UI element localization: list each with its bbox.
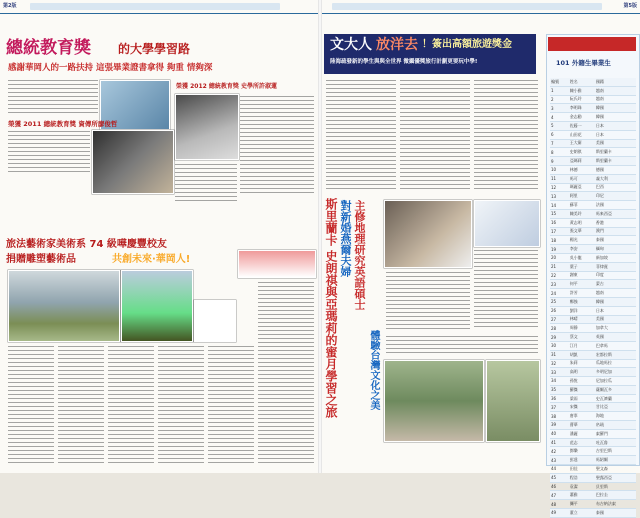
table-cell: 瑪麗亞 xyxy=(569,183,595,192)
table-cell: 19 xyxy=(550,245,569,254)
award-label-2011: 榮獲 2011 總統教育獎 資傳所廖俊哲 xyxy=(8,120,118,128)
table-cell: 斯里蘭卡 xyxy=(595,148,636,157)
vertical-headline-c: 主修地理研究英語碩士 xyxy=(353,200,366,310)
table-row xyxy=(550,297,636,306)
table-cell: 唐寧 xyxy=(569,412,595,421)
table-row xyxy=(550,86,636,95)
group-photo xyxy=(384,360,484,442)
table-row xyxy=(550,95,636,104)
table-cell: 鄭強 xyxy=(569,297,595,306)
article-text xyxy=(474,80,538,190)
wheelchair-photo xyxy=(92,130,174,194)
table-cell: 馬可 xyxy=(569,174,595,183)
sub-headline: 感謝華岡人的一路扶持 這張畢業證書拿得 夠重 情夠深 xyxy=(8,63,213,73)
table-cell: 33 xyxy=(550,368,569,377)
graduate-table xyxy=(550,78,636,518)
table-cell: 王大衛 xyxy=(569,139,595,148)
table-row xyxy=(550,130,636,139)
table-row xyxy=(550,429,636,438)
outdoor-photo xyxy=(486,360,540,442)
table-row xyxy=(550,236,636,245)
table-row xyxy=(550,368,636,377)
table-row xyxy=(550,333,636,342)
bottom-headline: 旅法藝術家美術系 74 級嘩慶豐校友 xyxy=(6,239,167,250)
table-row xyxy=(550,209,636,218)
table-cell: 聖文森 xyxy=(595,465,636,474)
table-row xyxy=(550,139,636,148)
table-cell: 馬紹爾 xyxy=(595,456,636,465)
table-row xyxy=(550,341,636,350)
table-row xyxy=(550,201,636,210)
table-cell: 38 xyxy=(550,412,569,421)
sidebar-title: 101 外籍生畢業生 xyxy=(556,59,611,67)
table-row xyxy=(550,121,636,130)
banner-title-a: 文大人 xyxy=(330,37,372,53)
left-header-band xyxy=(30,3,280,10)
table-cell: 何平 xyxy=(569,280,595,289)
banner-title-b: 放洋去 xyxy=(376,37,418,53)
table-cell: 羅傑 xyxy=(569,385,595,394)
table-row xyxy=(550,482,636,491)
table-cell: 林德 xyxy=(569,165,595,174)
table-row xyxy=(550,473,636,482)
table-cell: 新加坡 xyxy=(595,253,636,262)
table-cell: 巴拿馬 xyxy=(595,341,636,350)
table-cell: 25 xyxy=(550,297,569,306)
table-row xyxy=(550,218,636,227)
right-header-band xyxy=(332,3,602,10)
portrait-photo-1 xyxy=(175,94,239,160)
table-cell: 27 xyxy=(550,315,569,324)
table-cell: 許芳 xyxy=(569,289,595,298)
article-text xyxy=(240,96,314,196)
table-row xyxy=(550,289,636,298)
table-cell: 40 xyxy=(550,429,569,438)
table-cell: 10 xyxy=(550,165,569,174)
bottom-headline-slogan: 共創未來·華岡人! xyxy=(112,254,191,265)
table-cell: 韓國 xyxy=(595,297,636,306)
notice-box xyxy=(238,250,316,278)
table-cell: 13 xyxy=(550,192,569,201)
award-label-2012: 榮獲 2012 總統教育獎 史學所許淑蓮 xyxy=(176,83,277,90)
table-cell: 16 xyxy=(550,218,569,227)
table-cell: 48 xyxy=(550,500,569,509)
table-cell: 日本 xyxy=(595,306,636,315)
table-cell: 馬來西亞 xyxy=(595,209,636,218)
header-cell: 姓名 xyxy=(569,78,595,86)
table-row xyxy=(550,183,636,192)
right-page-number: 第5版 xyxy=(623,3,637,9)
table-row xyxy=(550,306,636,315)
table-cell: 蘇菲 xyxy=(569,201,595,210)
table-cell: 39 xyxy=(550,421,569,430)
table-cell: 8 xyxy=(550,148,569,157)
table-header-row xyxy=(550,78,636,86)
table-cell: 韓國 xyxy=(595,113,636,122)
table-cell: 18 xyxy=(550,236,569,245)
left-page-header xyxy=(0,0,318,14)
table-cell: 斯里蘭卡 xyxy=(595,157,636,166)
table-row xyxy=(550,421,636,430)
table-cell: 聖露西亞 xyxy=(595,473,636,482)
table-cell: 巴拉圭 xyxy=(595,491,636,500)
table-cell: 德國 xyxy=(595,165,636,174)
table-cell: 英國 xyxy=(595,333,636,342)
table-row xyxy=(550,157,636,166)
screen-photo xyxy=(474,200,540,247)
table-cell: 11 xyxy=(550,174,569,183)
table-cell: 1 xyxy=(550,86,569,95)
table-cell: 43 xyxy=(550,456,569,465)
table-row xyxy=(550,403,636,412)
table-cell: 李安 xyxy=(569,245,595,254)
table-cell: 彭達 xyxy=(569,456,595,465)
table-cell: 史瓦濟蘭 xyxy=(595,394,636,403)
table-cell: 孫悅 xyxy=(569,377,595,386)
table-cell: 義大利 xyxy=(595,174,636,183)
table-cell: 帛琉 xyxy=(595,421,636,430)
article-text xyxy=(326,80,396,190)
table-cell: 17 xyxy=(550,227,569,236)
table-cell: 45 xyxy=(550,473,569,482)
article-text xyxy=(8,80,98,116)
table-cell: 20 xyxy=(550,253,569,262)
table-cell: 34 xyxy=(550,377,569,386)
table-cell: 多明尼加 xyxy=(595,368,636,377)
table-cell: 佐藤一 xyxy=(569,121,595,130)
right-page-header xyxy=(322,0,640,14)
table-row xyxy=(550,394,636,403)
table-cell: 李明珠 xyxy=(569,104,595,113)
table-cell: 范志 xyxy=(569,438,595,447)
table-cell: 鄧樂 xyxy=(569,447,595,456)
table-cell: 劉洋 xyxy=(569,306,595,315)
table-cell: 韓國 xyxy=(595,104,636,113)
table-row xyxy=(550,465,636,474)
table-cell: 吳小龍 xyxy=(569,253,595,262)
table-row xyxy=(550,280,636,289)
table-cell: 宋傑 xyxy=(569,403,595,412)
table-cell: 31 xyxy=(550,350,569,359)
table-cell: 37 xyxy=(550,403,569,412)
table-cell: 46 xyxy=(550,482,569,491)
article-text xyxy=(400,80,470,190)
table-row xyxy=(550,271,636,280)
table-cell: 周靜 xyxy=(569,324,595,333)
table-cell: 越南 xyxy=(595,289,636,298)
table-cell: 高明 xyxy=(569,368,595,377)
table-row xyxy=(550,491,636,500)
table-cell: 楊光 xyxy=(569,236,595,245)
table-row xyxy=(550,509,636,518)
article-text xyxy=(108,346,154,464)
table-cell: 法國 xyxy=(595,201,636,210)
table-cell: 泰國 xyxy=(595,509,636,518)
table-cell: 29 xyxy=(550,333,569,342)
table-cell: 24 xyxy=(550,289,569,298)
table-cell: 布吉納法索 xyxy=(595,500,636,509)
table-cell: 宏都拉斯 xyxy=(595,350,636,359)
table-cell: 35 xyxy=(550,385,569,394)
table-row xyxy=(550,500,636,509)
table-cell: 12 xyxy=(550,183,569,192)
table-row xyxy=(550,148,636,157)
table-row xyxy=(550,245,636,254)
table-row xyxy=(550,227,636,236)
table-cell: 袁潔 xyxy=(569,482,595,491)
table-cell: 5 xyxy=(550,121,569,130)
table-cell: 32 xyxy=(550,359,569,368)
table-row xyxy=(550,262,636,271)
table-cell: 龔平 xyxy=(569,500,595,509)
vertical-headline-country: 斯里蘭卡 史朗祺與亞瑪莉的蜜月學習之旅 xyxy=(324,198,338,419)
couple-photo xyxy=(384,200,472,268)
table-cell: 21 xyxy=(550,262,569,271)
bottom-headline-sub: 捐贈雕塑藝術品 xyxy=(6,254,76,265)
table-row xyxy=(550,359,636,368)
table-cell: 金志勳 xyxy=(569,113,595,122)
table-cell: 甘比亞 xyxy=(595,403,636,412)
table-cell: 江月 xyxy=(569,341,595,350)
table-cell: 尼加拉瓜 xyxy=(595,377,636,386)
table-cell: 吉里巴斯 xyxy=(595,447,636,456)
article-text xyxy=(58,346,104,464)
table-cell: 14 xyxy=(550,201,569,210)
table-cell: 阿里 xyxy=(569,192,595,201)
table-cell: 亞瑪莉 xyxy=(569,157,595,166)
table-cell: 貝里斯 xyxy=(595,482,636,491)
table-cell: 緬甸 xyxy=(595,245,636,254)
sculpture-photo xyxy=(8,270,120,342)
table-cell: 2 xyxy=(550,95,569,104)
banner-title-c: ！簽出高額旅遊獎金 xyxy=(422,39,512,50)
table-cell: 越南 xyxy=(595,95,636,104)
main-headline-suffix: 的大學學習路 xyxy=(118,42,191,56)
table-cell: 美國 xyxy=(595,139,636,148)
table-cell: 謝東 xyxy=(569,271,595,280)
page-gutter xyxy=(318,0,322,473)
table-row xyxy=(550,412,636,421)
campus-photo xyxy=(121,270,193,342)
article-text xyxy=(386,272,470,330)
table-cell: 澳門 xyxy=(595,227,636,236)
table-cell: 3 xyxy=(550,104,569,113)
table-cell: 26 xyxy=(550,306,569,315)
table-cell: 葉子 xyxy=(569,262,595,271)
table-cell: 潘麗 xyxy=(569,429,595,438)
table-cell: 印度 xyxy=(595,271,636,280)
table-cell: 日本 xyxy=(595,121,636,130)
table-cell: 加拿大 xyxy=(595,324,636,333)
table-cell: 23 xyxy=(550,280,569,289)
article-text xyxy=(208,346,254,464)
table-cell: 41 xyxy=(550,438,569,447)
table-cell: 田佳 xyxy=(569,465,595,474)
table-cell: 香港 xyxy=(595,218,636,227)
table-row xyxy=(550,253,636,262)
article-text xyxy=(474,250,538,330)
table-row xyxy=(550,324,636,333)
table-row xyxy=(550,377,636,386)
table-cell: 曹華 xyxy=(569,421,595,430)
table-row xyxy=(550,192,636,201)
table-cell: 蒙古 xyxy=(595,280,636,289)
table-cell: 瓜地馬拉 xyxy=(595,359,636,368)
artwork-caption-box xyxy=(194,300,236,342)
table-cell: 蕭雅 xyxy=(569,491,595,500)
table-row xyxy=(550,174,636,183)
table-cell: 30 xyxy=(550,341,569,350)
table-cell: 海地 xyxy=(595,412,636,421)
article-text xyxy=(175,164,237,204)
table-cell: 4 xyxy=(550,113,569,122)
table-cell: 蔡文 xyxy=(569,333,595,342)
table-cell: 47 xyxy=(550,491,569,500)
table-cell: 菲律賓 xyxy=(595,262,636,271)
table-cell: 朱莉 xyxy=(569,359,595,368)
table-cell: 日本 xyxy=(595,130,636,139)
left-page-number: 第2版 xyxy=(3,3,17,9)
table-row xyxy=(550,165,636,174)
table-row xyxy=(550,438,636,447)
table-cell: 胡凱 xyxy=(569,350,595,359)
table-cell: 泰國 xyxy=(595,236,636,245)
table-cell: 42 xyxy=(550,447,569,456)
table-row xyxy=(550,113,636,122)
table-cell: 林晴 xyxy=(569,315,595,324)
sidebar-banner xyxy=(548,37,636,51)
table-row xyxy=(550,447,636,456)
table-cell: 吐瓦魯 xyxy=(595,438,636,447)
table-cell: 49 xyxy=(550,509,569,518)
article-text xyxy=(8,131,90,173)
table-cell: 薩爾瓦多 xyxy=(595,385,636,394)
table-row xyxy=(550,456,636,465)
table-cell: 22 xyxy=(550,271,569,280)
table-cell: 美國 xyxy=(595,315,636,324)
table-cell: 印尼 xyxy=(595,192,636,201)
table-row xyxy=(550,350,636,359)
table-cell: 史朗祺 xyxy=(569,148,595,157)
table-cell: 程浩 xyxy=(569,473,595,482)
article-text xyxy=(158,346,204,464)
table-cell: 7 xyxy=(550,139,569,148)
table-cell: 張文華 xyxy=(569,227,595,236)
article-text xyxy=(386,336,538,356)
article-text xyxy=(8,346,54,464)
table-cell: 梁雨 xyxy=(569,394,595,403)
table-cell: 15 xyxy=(550,209,569,218)
table-cell: 6 xyxy=(550,130,569,139)
vertical-headline-d: 體驗台灣文化之美 xyxy=(368,330,379,410)
table-cell: 索羅門 xyxy=(595,429,636,438)
table-cell: 阮氏玲 xyxy=(569,95,595,104)
table-cell: 44 xyxy=(550,465,569,474)
banner-subhead: 陸海疏發新的學生與與全世界 微攝優獎旅行計劃更要玩中學! xyxy=(330,59,478,65)
table-cell: 越南 xyxy=(595,86,636,95)
table-cell: 黃志明 xyxy=(569,218,595,227)
table-cell: 28 xyxy=(550,324,569,333)
vertical-headline-b: 對新婚燕爾夫婦 xyxy=(339,200,352,277)
main-headline: 總統教育獎 xyxy=(6,38,91,58)
table-cell: 陳小雅 xyxy=(569,86,595,95)
table-cell: 山田花 xyxy=(569,130,595,139)
table-cell: 9 xyxy=(550,157,569,166)
article-text xyxy=(258,282,314,464)
table-cell: 36 xyxy=(550,394,569,403)
table-cell: 董立 xyxy=(569,509,595,518)
table-cell: 巴西 xyxy=(595,183,636,192)
table-row xyxy=(550,385,636,394)
table-row xyxy=(550,104,636,113)
header-cell: 編號 xyxy=(550,78,569,86)
table-row xyxy=(550,315,636,324)
header-cell: 國籍 xyxy=(595,78,636,86)
table-cell: 陳美玲 xyxy=(569,209,595,218)
